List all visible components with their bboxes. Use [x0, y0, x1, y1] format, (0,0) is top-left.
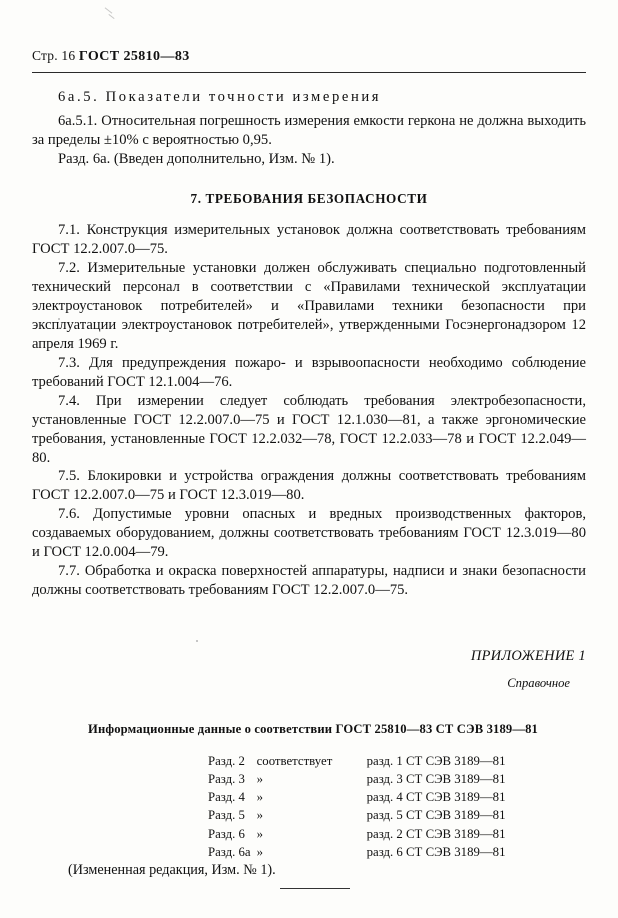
- row-left: Разд. 4: [208, 790, 245, 805]
- row-mid: »: [256, 826, 264, 841]
- row-left: Разд. 6а: [208, 844, 251, 859]
- row-right: разд. 5 СТ СЭВ 3189—81: [366, 808, 506, 823]
- page-header: [32, 48, 190, 65]
- clause-7-6: 7.6. Допустимые уровни опасных и вредных производственных факторов, создаваемых оборудованием, должны соответствовать требованиям ГОСТ 12.3.019—80 и ГОСТ 12.0.004—79.: [32, 506, 586, 561]
- clause-6a51: 6а.5.1. Относительная погрешность измерения емкости геркона не должна выходить за пределы ±10% с вероятностью 0,95.: [32, 112, 586, 148]
- table-row: [208, 806, 505, 824]
- table-row: [208, 825, 505, 843]
- row-right: разд. 4 СТ СЭВ 3189—81: [366, 790, 506, 805]
- page-number-label: Стр. 16: [32, 48, 76, 63]
- table-row: [208, 770, 505, 788]
- row-mid: »: [256, 790, 264, 805]
- clause-7-2: 7.2. Измерительные установки должен обслуживать специально подготовленный технический персонал в соответствии с «Правилами технической эксплуатации электроустановок потребителей» и «Правилами техники безопасности при эксплуатации электроустановок потребителей», утвержденными Госэнергонадзором 12 апреля 1969 г.: [32, 259, 586, 352]
- clause-7-4: 7.4. При измерении следует соблюдать требования электробезопасности, установленные ГОСТ 12.2.007.0—75 и ГОСТ 12.1.030—81, а также эргономические требования, установленные ГОСТ 12.2.032—78, ГОСТ 12.2.033—78 и ГОСТ 12.2.049—80.: [32, 392, 586, 466]
- row-right: разд. 6 СТ СЭВ 3189—81: [366, 844, 506, 859]
- clause-6a-amend: Разд. 6а. (Введен дополнительно, Изм. № 1).: [58, 150, 335, 167]
- row-mid: »: [256, 772, 264, 787]
- row-mid: »: [256, 808, 264, 823]
- footer-rule: [280, 888, 350, 889]
- row-right: разд. 2 СТ СЭВ 3189—81: [366, 826, 506, 841]
- row-left: Разд. 2: [208, 754, 245, 768]
- row-right: разд. 3 СТ СЭВ 3189—81: [366, 772, 506, 787]
- table-row: [208, 788, 505, 806]
- document-body: [32, 88, 586, 600]
- row-mid: соответствует: [256, 754, 333, 768]
- info-table-heading: Информационные данные о соответствии ГОСТ 25810—83 СТ СЭВ 3189—81: [88, 722, 538, 736]
- clause-7-5: 7.5. Блокировки и устройства ограждения должны соответствовать требованиям ГОСТ 12.2.007.0—75 и ГОСТ 12.3.019—80.: [32, 468, 586, 504]
- clause-7-7: 7.7. Обработка и окраска поверхностей аппаратуры, надписи и знаки безопасности должны соответствовать требованиям ГОСТ 12.2.007.0—75.: [32, 563, 586, 599]
- row-right: разд. 1 СТ СЭВ 3189—81: [366, 754, 506, 768]
- table-row: [208, 752, 505, 770]
- appendix-block: [32, 648, 586, 691]
- section-heading-7: 7. ТРЕБОВАНИЯ БЕЗОПАСНОСТИ: [190, 190, 428, 206]
- clause-7-3: 7.3. Для предупреждения пожаро- и взрывоопасности необходимо соблюдение требований ГОСТ 12.1.004—76.: [32, 354, 586, 390]
- appendix-subtitle: Справочное: [507, 676, 570, 690]
- row-left: Разд. 5: [208, 808, 245, 823]
- row-mid: »: [256, 844, 264, 859]
- clause-7-1: 7.1. Конструкция измерительных установок должна соответствовать требованиям ГОСТ 12.2.007.0—75.: [32, 221, 586, 257]
- amendment-note: (Измененная редакция, Изм. № 1).: [68, 862, 276, 878]
- correspondence-table: [208, 752, 505, 861]
- standard-number: ГОСТ 25810—83: [78, 49, 190, 64]
- appendix-title: ПРИЛОЖЕНИЕ 1: [470, 648, 586, 664]
- header-rule: [32, 72, 586, 73]
- table-row: [208, 843, 505, 861]
- clause-6a5-title: 6а.5. Показатели точности измерения: [58, 89, 382, 105]
- row-left: Разд. 3: [208, 772, 245, 787]
- correspondence-rows: [208, 752, 505, 861]
- row-left: Разд. 6: [208, 826, 245, 841]
